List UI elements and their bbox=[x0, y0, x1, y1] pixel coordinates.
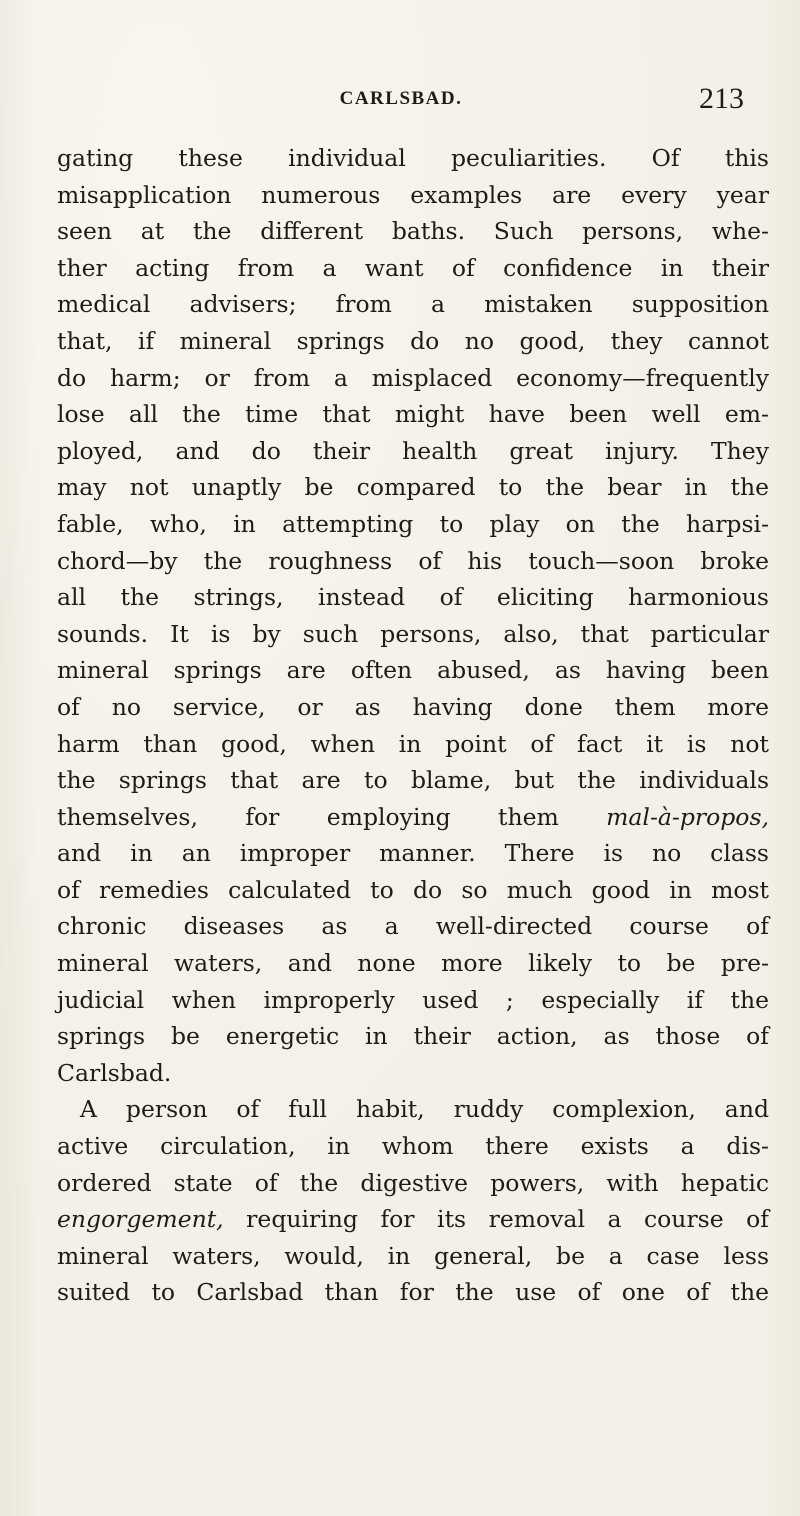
text-line: mineral springs are often abused, as having been bbox=[57, 656, 769, 685]
text-line: may not unaptly be compared to the bear in the bbox=[57, 473, 769, 502]
text-line: and in an improper manner. There is no class bbox=[57, 839, 769, 868]
text-line bbox=[57, 1201, 769, 1238]
text-line: springs be energetic in their action, as those of bbox=[57, 1022, 769, 1051]
text-line: medical advisers; from a mistaken supposition bbox=[57, 290, 769, 319]
text-line: mineral waters, would, in general, be a case less bbox=[57, 1241, 769, 1270]
text-line: that, if mineral springs do no good, they cannot bbox=[57, 326, 769, 355]
text-line: judicial when improperly used ; especially if the bbox=[57, 985, 769, 1014]
text-line: gating these individual peculiarities. Of this bbox=[57, 144, 769, 172]
italic-phrase: mal-à-propos, bbox=[606, 802, 769, 831]
text-run: requiring for its removal a course of bbox=[223, 1205, 769, 1234]
text-line: ther acting from a want of confidence in their bbox=[57, 253, 769, 282]
text-line: chord—by the roughness of his touch—soon broke bbox=[57, 546, 769, 575]
text-run: themselves, for employing them bbox=[57, 802, 607, 831]
text-line: fable, who, in attempting to play on the harpsi- bbox=[57, 509, 769, 538]
text-line: harm than good, when in point of fact it is not bbox=[57, 729, 769, 758]
text-line: of remedies calculated to do so much good in most bbox=[57, 875, 769, 904]
text-line: ployed, and do their health great injury. They bbox=[57, 436, 769, 465]
text-line: ordered state of the digestive powers, with hepatic bbox=[57, 1168, 769, 1197]
text-line: sounds. It is by such persons, also, that particular bbox=[57, 619, 769, 648]
running-head bbox=[58, 82, 744, 122]
text-line: chronic diseases as a well-directed course of bbox=[57, 912, 769, 941]
text-line bbox=[57, 799, 769, 836]
text-line: seen at the different baths. Such persons, whe- bbox=[57, 217, 769, 246]
text-line: suited to Carlsbad than for the use of one of the bbox=[57, 1278, 769, 1307]
text-line: of no service, or as having done them more bbox=[57, 692, 769, 721]
text-line: all the strings, instead of eliciting harmonious bbox=[57, 583, 769, 612]
text-line: do harm; or from a misplaced economy—frequently bbox=[57, 363, 769, 392]
page-number: 213 bbox=[699, 82, 744, 115]
text-line: lose all the time that might have been well em- bbox=[57, 400, 769, 429]
text-line: mineral waters, and none more likely to be pre- bbox=[57, 949, 769, 978]
text-line: active circulation, in whom there exists a dis- bbox=[57, 1132, 769, 1161]
text-line: Carlsbad. bbox=[57, 1058, 172, 1087]
paragraph-first-line: A person of full habit, ruddy complexion, and bbox=[80, 1095, 769, 1124]
body-text bbox=[57, 140, 769, 1311]
running-title: CARLSBAD. bbox=[339, 88, 463, 109]
text-line: misapplication numerous examples are every year bbox=[57, 180, 769, 209]
text-line: the springs that are to blame, but the individuals bbox=[57, 766, 769, 795]
italic-phrase: engorgement, bbox=[57, 1205, 224, 1234]
